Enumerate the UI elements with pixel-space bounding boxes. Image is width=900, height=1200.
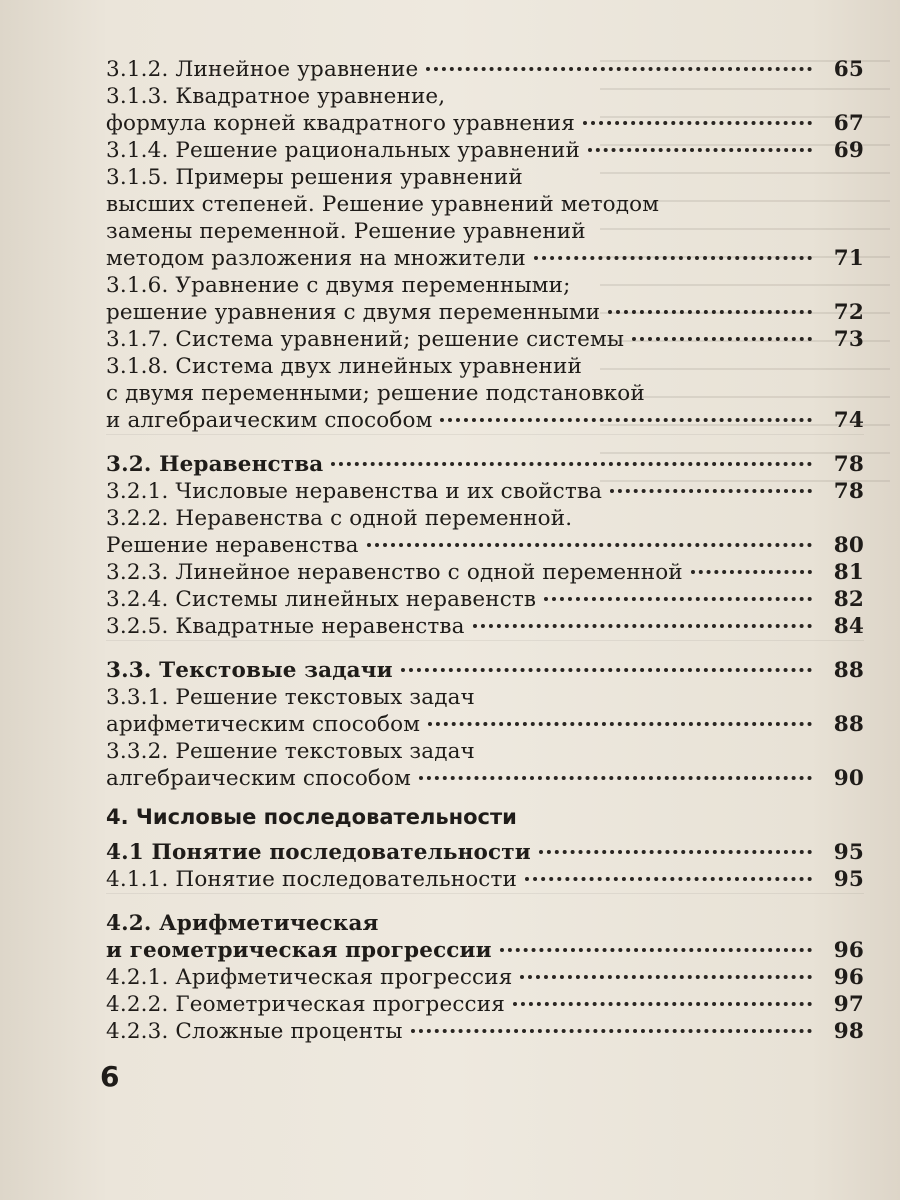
toc-entry-text <box>106 326 822 353</box>
toc-page-number: 88 <box>833 658 864 683</box>
toc-entry-label: 4.2.3. Сложные проценты <box>106 1019 403 1044</box>
toc-entry-text <box>106 613 822 640</box>
toc-entry-label: и геометрическая прогрессии <box>106 938 492 963</box>
toc-entry <box>106 532 864 559</box>
toc-entry-line: 4.2. Арифметическая <box>106 911 379 936</box>
toc-section <box>106 56 864 434</box>
chapter-3-continued <box>106 56 864 792</box>
toc-entry <box>106 110 864 137</box>
toc-page-number: 97 <box>833 992 864 1017</box>
toc-entry-text <box>106 586 822 613</box>
toc-entry-label: 4.1.1. Понятие последовательности <box>106 867 518 892</box>
toc-entry-text <box>106 937 822 964</box>
toc-entry <box>106 245 864 272</box>
dot-leader <box>419 776 812 780</box>
dot-leader <box>426 67 812 71</box>
toc-page-number: 74 <box>833 408 864 433</box>
dot-leader <box>610 489 812 493</box>
toc-entry-text <box>106 657 822 684</box>
toc-section <box>106 451 864 640</box>
toc-entry-label: 3.1.7. Система уравнений; решение системы <box>106 327 625 352</box>
dot-leader <box>608 310 812 314</box>
toc-entry <box>106 613 864 640</box>
dot-leader <box>401 668 812 672</box>
dot-leader <box>428 722 812 726</box>
section-separator <box>106 640 864 657</box>
toc-entry <box>106 964 864 991</box>
toc-entry-text <box>106 407 822 434</box>
toc-entry-text <box>106 532 822 559</box>
toc-page-number: 95 <box>833 840 864 865</box>
toc-entry-line: 3.1.8. Система двух линейных уравнений <box>106 354 582 379</box>
toc-page-number: 67 <box>833 111 864 136</box>
dot-leader <box>513 1002 812 1006</box>
toc-entry-label: 3.2. Неравенства <box>106 452 324 477</box>
toc-entry-label: и алгебраическим способом <box>106 408 433 433</box>
toc-entry-line: 3.2.2. Неравенства с одной переменной. <box>106 506 573 531</box>
toc-entry <box>106 711 864 738</box>
toc-entry-text <box>106 991 822 1018</box>
toc-page-number: 69 <box>833 138 864 163</box>
toc-entry <box>106 326 864 353</box>
toc-page-number: 84 <box>833 614 864 639</box>
section-separator <box>106 893 864 910</box>
toc-page-number: 80 <box>833 533 864 558</box>
dot-leader <box>544 597 812 601</box>
toc-page-number: 78 <box>833 452 864 477</box>
toc-entry-text <box>106 559 822 586</box>
toc-entry-label: 3.2.3. Линейное неравенство с одной переменной <box>106 560 683 585</box>
toc-entry-label: 3.2.1. Числовые неравенства и их свойства <box>106 479 603 504</box>
dot-leader <box>500 948 812 952</box>
toc-entry <box>106 559 864 586</box>
toc-entry-line: высших степеней. Решение уравнений методом <box>106 192 660 217</box>
toc-entry-label: формула корней квадратного уравнения <box>106 111 575 136</box>
toc-entry <box>106 839 864 866</box>
toc-entry <box>106 991 864 1018</box>
toc-page-number: 81 <box>833 560 864 585</box>
dot-leader <box>473 624 812 628</box>
toc-entry-label: методом разложения на множители <box>106 246 526 271</box>
toc-entry-line: 3.3.2. Решение текстовых задач <box>106 739 475 764</box>
dot-leader <box>331 462 812 466</box>
toc-entry-text <box>106 964 822 991</box>
toc-entry-text <box>106 765 822 792</box>
toc-entry-text <box>106 1018 822 1045</box>
toc-entry-label: алгебраическим способом <box>106 766 411 791</box>
toc-entry-label: 4.2.2. Геометрическая прогрессия <box>106 992 505 1017</box>
toc-entry-text <box>106 299 822 326</box>
toc-entry-line: 3.1.6. Уравнение с двумя переменными; <box>106 273 571 298</box>
toc-entry <box>106 299 864 326</box>
toc-entry <box>106 586 864 613</box>
dot-leader <box>534 256 812 260</box>
section-separator <box>106 434 864 451</box>
toc-page-number: 65 <box>833 57 864 82</box>
dot-leader <box>588 148 812 152</box>
toc-page-number: 73 <box>833 327 864 352</box>
dot-leader <box>539 850 812 854</box>
chapter-4-contents <box>106 839 864 1045</box>
toc-page-number: 82 <box>833 587 864 612</box>
toc-entry-label: Решение неравенства <box>106 533 359 558</box>
toc-entry <box>106 765 864 792</box>
toc-page-number: 78 <box>833 479 864 504</box>
toc-entry-text <box>106 839 822 866</box>
toc-entry-text <box>106 110 822 137</box>
toc-page-number: 96 <box>833 965 864 990</box>
toc-entry-label: арифметическим способом <box>106 712 421 737</box>
toc-entry-text <box>106 245 822 272</box>
page-number: 6 <box>100 1060 120 1093</box>
toc-entry <box>106 478 864 505</box>
toc-entry <box>106 866 864 893</box>
toc-entry-line: с двумя переменными; решение подстановкой <box>106 381 645 406</box>
toc-entry-label: 4.1 Понятие последовательности <box>106 840 531 865</box>
toc-entry <box>106 137 864 164</box>
dot-leader <box>411 1029 812 1033</box>
toc-entry <box>106 451 864 478</box>
dot-leader <box>691 570 812 574</box>
toc-entry-label: 4.2.1. Арифметическая прогрессия <box>106 965 513 990</box>
toc-entry-label: 3.1.4. Решение рациональных уравнений <box>106 138 581 163</box>
toc-entry <box>106 657 864 684</box>
toc-entry <box>106 937 864 964</box>
toc-entry-label: 3.2.4. Системы линейных неравенств <box>106 587 537 612</box>
toc-entry-label: 3.1.2. Линейное уравнение <box>106 57 419 82</box>
toc-section <box>106 910 864 1045</box>
dot-leader <box>520 975 812 979</box>
toc-entry-line: замены переменной. Решение уравнений <box>106 219 586 244</box>
toc-entry-label: решение уравнения с двумя переменными <box>106 300 601 325</box>
toc-page-number: 90 <box>833 766 864 791</box>
toc-entry-text <box>106 56 822 83</box>
toc-page-number: 88 <box>833 712 864 737</box>
toc-entry-text <box>106 451 822 478</box>
dot-leader <box>583 121 812 125</box>
toc-entry <box>106 407 864 434</box>
toc-section <box>106 657 864 792</box>
toc-entry-text <box>106 866 822 893</box>
toc-entry-line: 3.1.3. Квадратное уравнение, <box>106 84 446 109</box>
toc-entry <box>106 1018 864 1045</box>
table-of-contents <box>106 56 864 1045</box>
dot-leader <box>525 877 812 881</box>
toc-page-number: 95 <box>833 867 864 892</box>
toc-entry-text <box>106 137 822 164</box>
toc-entry-text <box>106 478 822 505</box>
toc-page-number: 72 <box>833 300 864 325</box>
chapter-4-heading: 4. Числовые последовательности <box>106 805 517 829</box>
toc-entry-label: 3.3. Текстовые задачи <box>106 658 393 683</box>
toc-page-number: 96 <box>833 938 864 963</box>
toc-entry <box>106 56 864 83</box>
toc-entry-line: 3.1.5. Примеры решения уравнений <box>106 165 523 190</box>
dot-leader <box>440 418 812 422</box>
toc-section <box>106 839 864 893</box>
toc-entry-line: 3.3.1. Решение текстовых задач <box>106 685 475 710</box>
toc-page-number: 71 <box>833 246 864 271</box>
toc-entry-label: 3.2.5. Квадратные неравенства <box>106 614 465 639</box>
toc-page-number: 98 <box>833 1019 864 1044</box>
dot-leader <box>367 543 812 547</box>
toc-entry-text <box>106 711 822 738</box>
dot-leader <box>632 337 812 341</box>
